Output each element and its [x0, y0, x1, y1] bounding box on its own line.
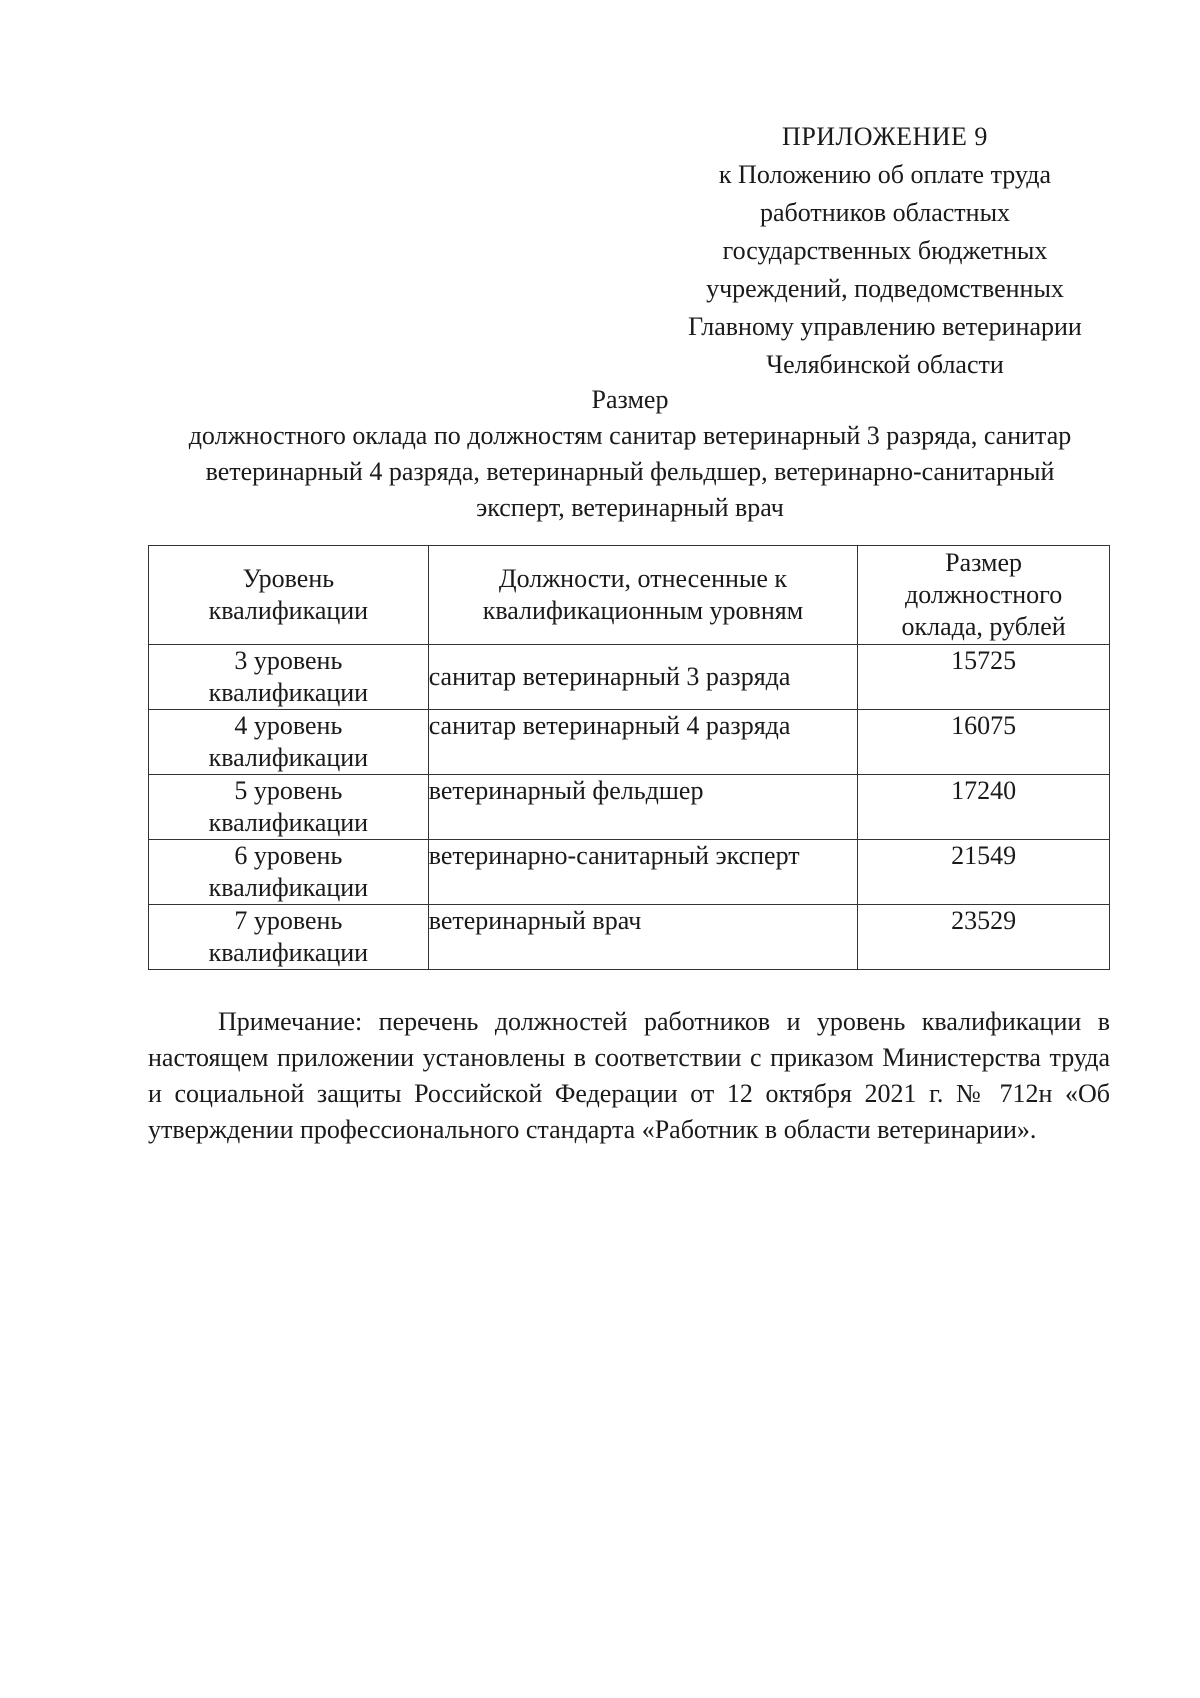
- appendix-heading: ПРИЛОЖЕНИЕ 9: [782, 122, 988, 151]
- table-row: [149, 840, 1110, 905]
- cell-level: 6 уровень квалификации: [149, 840, 429, 905]
- title-line: Размер: [591, 385, 669, 414]
- cell-salary: 23529: [858, 905, 1110, 970]
- cell-salary: 15725: [858, 645, 1110, 710]
- table-row: [149, 905, 1110, 970]
- table-row: [149, 710, 1110, 775]
- appendix-header: [655, 118, 1115, 384]
- cell-level: 5 уровень квалификации: [149, 775, 429, 840]
- note-paragraph: Примечание: перечень должностей работников и уровень квалификации в настоящем приложении установлены в соответствии с приказом Министерства труда и социальной защиты Российской Федерации от 12 октября 2021 г. № 712н «Об утверждении профессионального стандарта «Работник в области ветеринарии».: [148, 1007, 1110, 1144]
- document-title: [150, 382, 1110, 526]
- cell-position: ветеринарный врач: [428, 905, 858, 970]
- cell-position: санитар ветеринарный 4 разряда: [428, 710, 858, 775]
- cell-level: 7 уровень квалификации: [149, 905, 429, 970]
- cell-salary: 16075: [858, 710, 1110, 775]
- appendix-line: работников областных: [759, 198, 1011, 227]
- title-line: должностного оклада по должностям санитар ветеринарный 3 разряда, санитар: [188, 421, 1072, 450]
- cell-position: санитар ветеринарный 3 разряда: [428, 645, 858, 710]
- cell-salary: 21549: [858, 840, 1110, 905]
- header-positions: Должности, отнесенные к квалификационным уровням: [428, 546, 858, 645]
- cell-salary: 17240: [858, 775, 1110, 840]
- cell-position: ветеринарно-санитарный эксперт: [428, 840, 858, 905]
- appendix-line: к Положению об оплате труда: [718, 160, 1052, 189]
- table-row: [149, 775, 1110, 840]
- appendix-line: Челябинской области: [766, 350, 1004, 379]
- appendix-line: государственных бюджетных: [722, 236, 1048, 265]
- salary-table: [148, 545, 1110, 970]
- appendix-line: учреждений, подведомственных: [706, 274, 1064, 303]
- title-line: эксперт, ветеринарный врач: [476, 493, 784, 522]
- cell-level: 3 уровень квалификации: [149, 645, 429, 710]
- table-row: [149, 645, 1110, 710]
- appendix-line: Главному управлению ветеринарии: [688, 312, 1082, 341]
- cell-position: ветеринарный фельдшер: [428, 775, 858, 840]
- header-salary: Размер должностного оклада, рублей: [858, 546, 1110, 645]
- header-level: Уровень квалификации: [149, 546, 429, 645]
- cell-level: 4 уровень квалификации: [149, 710, 429, 775]
- title-line: ветеринарный 4 разряда, ветеринарный фельдшер, ветеринарно-санитарный: [205, 457, 1055, 486]
- table-header-row: [149, 546, 1110, 645]
